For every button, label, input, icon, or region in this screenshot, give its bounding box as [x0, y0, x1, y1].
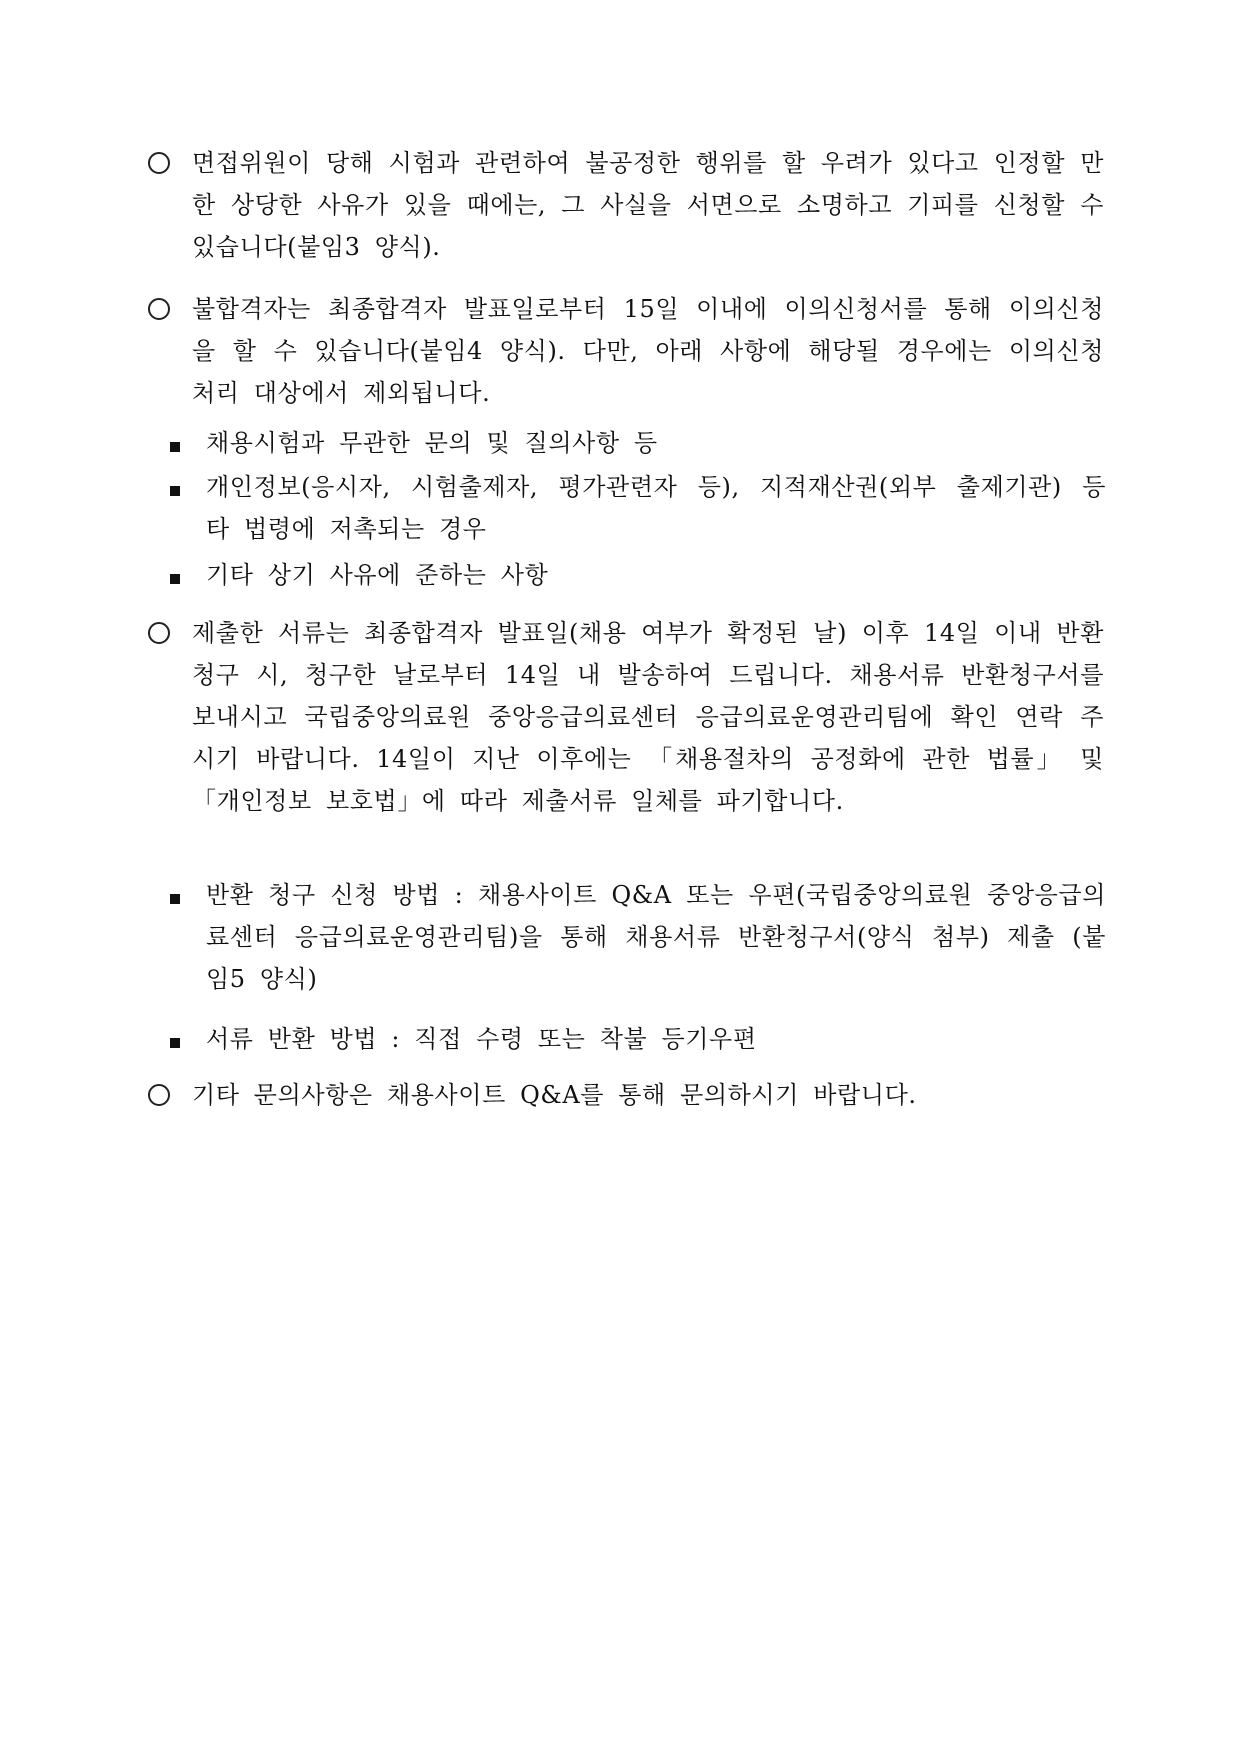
square-bullet-icon [170, 1038, 180, 1048]
square-bullet-icon [170, 574, 180, 584]
square-bullet-icon [170, 442, 180, 452]
circle-bullet-icon [148, 152, 170, 174]
square-bullet-icon [170, 894, 180, 904]
notice-text: 기타 문의사항은 채용사이트 Q&A를 통해 문의하시기 바랍니다. [192, 1081, 917, 1109]
circle-bullet-icon [148, 1084, 170, 1106]
notice-text: 제출한 서류는 최종합격자 발표일(채용 여부가 확정된 날) 이후 14일 이내 반환 청구 시, 청구한 날로부터 14일 내 발송하여 드립니다. 채용서류 반환청구서를 보내시고 국립중앙의료원 중앙응급의료센터 응급의료운영관리팀에 확인 연락 주시기 바랍니다. 14일이 지난 이후에는 「채용절차의 공정화에 관한 법률」 및 「개인정보 보호법」에 따라 제출서류 일체를 파기합니다. [192, 619, 1104, 815]
notice-text: 불합격자는 최종합격자 발표일로부터 15일 이내에 이의신청서를 통해 이의신청을 할 수 있습니다(붙임4 양식). 다만, 아래 사항에 해당될 경우에는 이의신청 처리 대상에서 제외됩니다. [192, 295, 1104, 407]
sub-item-text: 기타 상기 사유에 준하는 사항 [206, 561, 549, 589]
sub-item-text: 개인정보(응시자, 시험출제자, 평가관련자 등), 지적재산권(외부 출제기관) 등 타 법령에 저촉되는 경우 [206, 473, 1106, 543]
sub-item-text: 채용시험과 무관한 문의 및 질의사항 등 [206, 429, 658, 457]
sub-item-text: 반환 청구 신청 방법 : 채용사이트 Q&A 또는 우편(국립중앙의료원 중앙응급의료센터 응급의료운영관리팀)을 통해 채용서류 반환청구서(양식 첨부) 제출 (붙임5 양식) [206, 881, 1106, 993]
square-bullet-icon [170, 486, 180, 496]
notice-text: 면접위원이 당해 시험과 관련하여 불공정한 행위를 할 우려가 있다고 인정할 만한 상당한 사유가 있을 때에는, 그 사실을 서면으로 소명하고 기피를 신청할 수 있습니다(붙임3 양식). [192, 149, 1104, 261]
circle-bullet-icon [148, 298, 170, 320]
circle-bullet-icon [148, 622, 170, 644]
sub-item-text: 서류 반환 방법 : 직접 수령 또는 착불 등기우편 [206, 1025, 757, 1053]
